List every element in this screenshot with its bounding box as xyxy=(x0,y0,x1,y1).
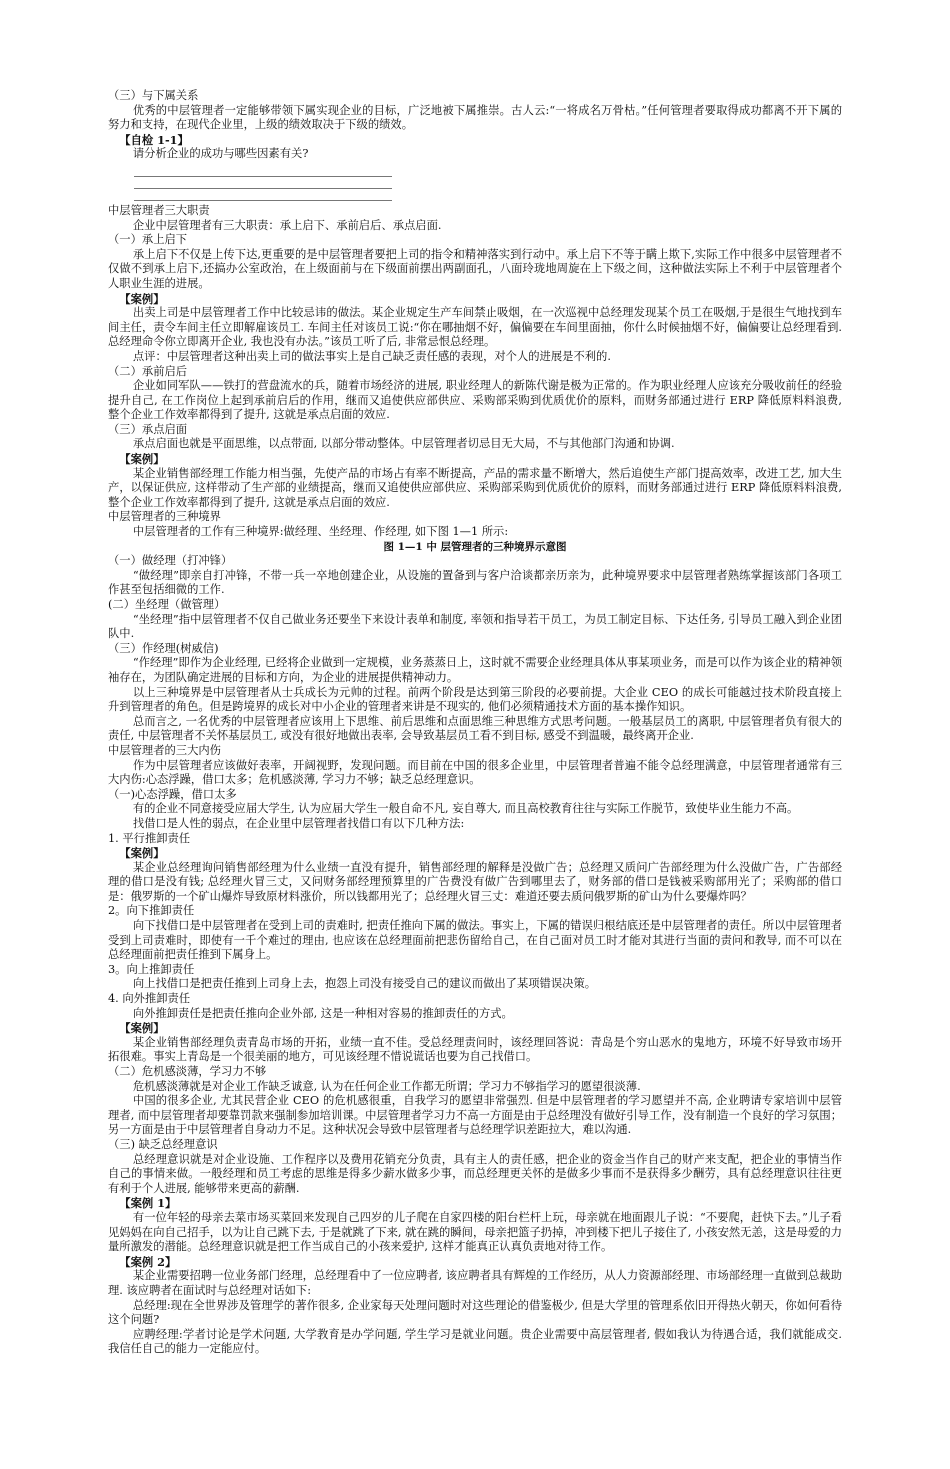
section-heading: 中层管理者的三大内伤 xyxy=(108,743,221,757)
paragraph: 请分析企业的成功与哪些因素有关? xyxy=(132,147,309,161)
section-heading: 2。向下推卸责任 xyxy=(108,904,195,918)
section-heading: （二）承前启后 xyxy=(108,364,188,378)
case-label: 【案例】 xyxy=(119,291,165,306)
paragraph: “作经理”即作为企业经理, 已经将企业做到一定规模，业务蒸蒸日上，这时就不需要企业经理具体从事某项业务，而是可以作为该企业的精神领袖存在，为团队确定进展的目标和方向，为企业的进展提供精神动力。 xyxy=(108,656,842,684)
section-heading: （二）危机感淡薄，学习力不够 xyxy=(108,1065,267,1078)
paragraph: 企业中层管理者有三大职责：承上启下、承前启后、承点启面. xyxy=(132,218,442,232)
case-label: 【自检 1-1】 xyxy=(119,132,189,147)
section-heading: 3。向上推卸责任 xyxy=(108,962,195,976)
figure-caption: 图 1—1 中 层管理者的三种境界示意图 xyxy=(383,540,567,553)
paragraph: 承点启面也就是平面思维，以点带面, 以部分带动整体。中层管理者切忌目无大局，不与其他部门沟通和协调. xyxy=(132,437,675,451)
paragraph: 向外推卸责任是把责任推向企业外部, 这是一种相对容易的推卸责任的方式。 xyxy=(132,1006,513,1020)
paragraph: 中层管理者的工作有三种境界:做经理、坐经理、作经理, 如下图 1—1 所示: xyxy=(132,525,509,539)
paragraph: “坐经理”指中层管理者不仅自己做业务还要坐下来设计表单和制度, 率领和指导若干员工，为员工制定目标、下达任务, 引导员工融入到企业团队中. xyxy=(108,612,842,641)
section-heading: 4. 向外推卸责任 xyxy=(108,992,191,1006)
paragraph: 点评：中层管理者这种出卖上司的做法事实上是自己缺乏责任感的表现，对个人的进展是不利的. xyxy=(132,349,611,363)
paragraph: 总经理:现在全世界涉及管理学的著作很多, 企业家每天处理问题时对这些理论的借鉴极少, 但是大学里的管理系依旧开得热火朝天，你如何看待这个问题? xyxy=(108,1298,842,1327)
paragraph: 出卖上司是中层管理者工作中比较忌讳的做法。某企业规定生产车间禁止吸烟，在一次巡视中总经理发现某个员工在吸烟,于是很生气地找到车间主任，责令车间主任立即解雇该员工. 车间主任对该员工说:“你在哪抽烟不好，偏偏要在车间里面抽，你什么时候抽烟不好，偏偏要让总经理看到. 总经理命令你立即离开企业, 我也没有办法。”该员工听了后, 非常忌恨总经理。 xyxy=(108,306,842,349)
paragraph: 某企业总经理询问销售部经理为什么业绩一直没有提升，销售部经理的解释是没做广告；总经理又质问广告部经理为什么没做广告，广告部经理的借口是没有钱; 总经理火冒三丈，又问财务部经理预算里的广告费没有做广告到哪里去了，财务部的借口是钱被采购部用光了；采购部的借口是：俄罗斯的一个矿山爆炸导致原材料涨价，所以钱都用光了；总经理火冒三丈：难道还要去质问俄罗斯的矿山为什么要爆炸吗？ xyxy=(108,860,842,903)
paragraph: 作为中层管理者应该做好表率，开阔视野，发现问题。而目前在中国的很多企业里，中层管理者普遍不能令总经理满意，中层管理者通常有三大内伤:心态浮躁，借口太多；危机感淡薄, 学习力不够；缺乏总经理意识。 xyxy=(108,758,842,787)
paragraph: 某企业销售部经理负责青岛市场的开拓，业绩一直不佳。受总经理责问时，该经理回答说：青岛是个穷山恶水的鬼地方，环境不好导致市场开拓很难。事实上青岛是一个很美丽的地方，可见该经理不惜说谎话也要为自己找借口。 xyxy=(108,1035,842,1064)
paragraph: 中国的很多企业, 尤其民营企业 CEO 的危机感很重，自我学习的愿望非常强烈. 但是中层管理者的学习愿望并不高, 企业聘请专家培训中层管理者, 而中层管理者却要靠罚款来强制参加培训课。中层管理者学习力不高一方面是由于总经理没有做好引导工作，没有制造一个良好的学习氛围；另一方面是由于中层管理者自身动力不足。这种状况会导致中层管理者与总经理学识差距拉大，难以沟通. xyxy=(108,1094,842,1137)
paragraph: 危机感淡薄就是对企业工作缺乏诚意, 认为在任何企业工作都无所谓；学习力不够指学习的愿望很淡薄. xyxy=(132,1079,641,1093)
paragraph: 向上找借口是把责任推到上司身上去，抱怨上司没有接受自己的建议而做出了某项错误决策。 xyxy=(132,977,597,991)
section-heading: （三）作经理(树威信) xyxy=(108,641,219,655)
paragraph: “做经理”即亲自打冲锋，不带一兵一卒地创建企业，从设施的置备到与客户洽谈都亲历亲为，此种境界要求中层管理者熟练掌握该部门各项工作甚至包括细微的工作. xyxy=(108,568,842,597)
section-heading: 中层管理者三大职责 xyxy=(108,203,210,217)
paragraph: 找借口是人性的弱点，在企业里中层管理者找借口有以下几种方法: xyxy=(132,816,465,830)
case-label: 【案例】 xyxy=(119,1021,165,1036)
paragraph: 以上三种境界是中层管理者从士兵成长为元帅的过程。前两个阶段是达到第三阶段的必要前提。大企业 CEO 的成长可能越过技术阶段直接上升到管理者的角色。但是跨境界的成长对中小企业的管理者来讲是不现实的, 他们必须精通技术方面的基本操作知识。 xyxy=(108,685,842,714)
document-body xyxy=(108,89,842,1357)
section-heading: （一)心态浮躁，借口太多 xyxy=(108,787,237,801)
section-heading: （一）承上启下 xyxy=(108,233,188,247)
case-label: 【案例】 xyxy=(119,846,165,861)
section-heading: （三) 缺乏总经理意识 xyxy=(108,1137,218,1151)
section-heading: 中层管理者的三种境界 xyxy=(108,510,221,524)
section-heading: （三）承点启面 xyxy=(108,422,188,436)
paragraph: 应聘经理:学者讨论是学术问题, 大学教育是办学问题, 学生学习是就业问题。贵企业需要中高层管理者, 假如我认为待遇合适，我们就能成交. 我信任自己的能力一定能应付。 xyxy=(108,1327,842,1356)
paragraph: 向下找借口是中层管理者在受到上司的责难时, 把责任推向下属的做法。事实上，下属的错误归根结底还是中层管理者的责任。所以中层管理者受到上司责难时，即使有一千个难过的理由, 也应该在总经理面前把悲伤留给自己，在自己面对员工时才能对其进行当面的责问和教导, 而不可以在总经理面前把责任推到下属身上。 xyxy=(108,919,842,962)
paragraph: 有一位年轻的母亲去菜市场买菜回来发现自己四岁的儿子爬在自家四楼的阳台栏杆上玩，母亲就在地面跟儿子说：“不要爬，赶快下去。”儿子看见妈妈在向自己招手，以为让自己跳下去, 于是就跳了下来, 就在跳的瞬间，母亲把篮子扔掉，冲到楼下把儿子接住了, 小孩安然无恙，这是母爱的力量所激发的潜能。总经理意识就是把工作当成自己的小孩来爱护, 这样才能真正认真负责地对待工作。 xyxy=(108,1210,842,1254)
paragraph: 企业如同军队——铁打的营盘流水的兵，随着市场经济的进展, 职业经理人的新陈代谢是极为正常的。作为职业经理人应该充分吸收前任的经验提升自己, 在工作岗位上起到承前启后的作用，继而又追使供应部供应、采购部采购到优质优价的原料，而财务部通过进行 ERP 降低原料料浪费, 整个企业工作效率都得到了提升, 这就是承点启面的效应. xyxy=(108,379,842,422)
paragraph: 有的企业不同意接受应届大学生, 认为应届大学生一般自命不凡, 妄自尊大, 而且高校教育往往与实际工作脱节，致使毕业生能力不高。 xyxy=(132,802,799,816)
paragraph: 优秀的中层管理者一定能够带领下属实现企业的目标，广泛地被下属推崇。古人云:“一将成名万骨枯。”任何管理者要取得成功都离不开下属的努力和支持，在现代企业里，上级的绩效取决于下级的绩效。 xyxy=(108,103,842,132)
case-label: 【案例】 xyxy=(119,452,165,467)
case-label: 【案例 2】 xyxy=(119,1254,177,1269)
paragraph: 某企业需要招聘一位业务部门经理，总经理看中了一位应聘者, 该应聘者具有辉煌的工作经历，从人力资源部经理、市场部经理一直做到总裁助理. 该应聘者在面试时与总经理对话如下: xyxy=(108,1269,842,1297)
paragraph: 某企业销售部经理工作能力相当强，先使产品的市场占有率不断提高，产品的需求量不断增大，然后追使生产部门提高效率，改进工艺, 加大生产，以保证供应, 这样带动了生产部的业绩提高，继而又追使供应部供应、采购部采购到优质优价的原料，而财务部通过进行 ERP 降低原料料浪费, 整个企业工作效率都得到了提升, 这就是承点启面的效应. xyxy=(108,466,842,509)
paragraph: 总经理意识就是对企业设施、工作程序以及费用花销充分负责，具有主人的责任感，把企业的资金当作自己的财产来支配，把企业的事情当作自己的事情来做。一般经理和员工考虑的思维是得多少薪水做多少事，而总经理更关怀的是做多少事而不是获得多少酬劳，具有总经理意识往往更有利于个人进展, 能够带来更高的薪酬. xyxy=(108,1152,842,1195)
answer-lines xyxy=(134,165,392,201)
paragraph: 总而言之, 一名优秀的中层管理者应该用上下思维、前后思维和点面思维三种思维方式思考问题。一般基层员工的离职, 中层管理者负有很大的责任, 中层管理者不关怀基层员工, 或没有很好地做出表率, 会导致基层员工看不到目标, 感受不到温暖，最终离开企业. xyxy=(108,714,842,743)
section-heading: (二）坐经理（做管理） xyxy=(108,598,226,611)
paragraph: 承上启下不仅是上传下达,更重要的是中层管理者要把上司的指令和精神落实到行动中。承上启下不等于瞒上欺下,实际工作中很多中层管理者不仅做不到承上启下,还搞办公室政治，在上级面前与在下级面前摆出两副面孔，八面玲珑地周旋在上下级之间，这种做法实际上不利于中层管理者个人职业生涯的进展。 xyxy=(108,247,842,290)
section-heading: （一）做经理（打冲锋） xyxy=(108,554,233,568)
case-label: 【案例 1】 xyxy=(119,1196,177,1211)
section-heading: （三）与下属关系 xyxy=(108,89,199,102)
section-heading: 1. 平行推卸责任 xyxy=(108,831,191,845)
